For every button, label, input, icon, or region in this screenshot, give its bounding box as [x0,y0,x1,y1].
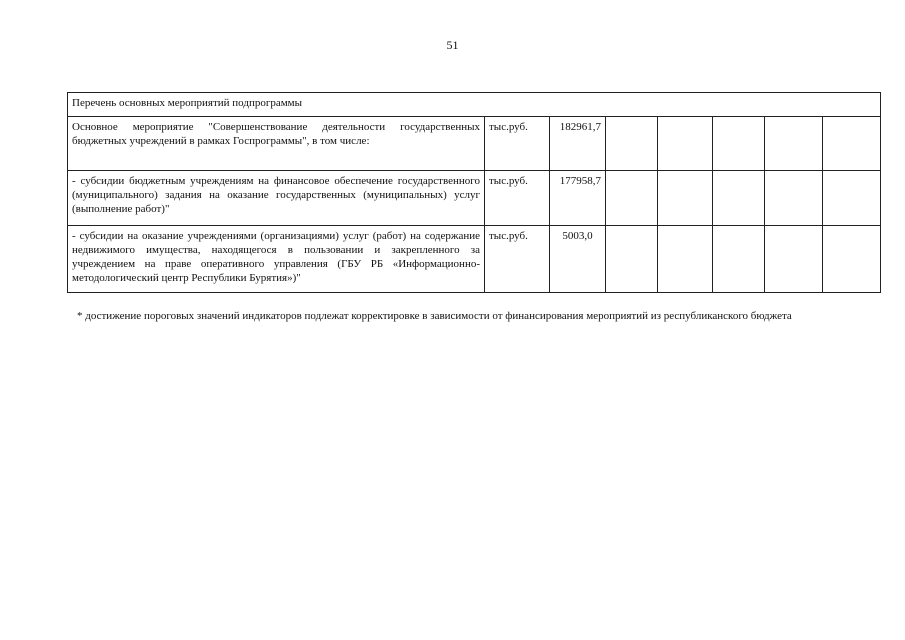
table-header: Перечень основных мероприятий подпрограммы [68,93,881,117]
row-description: - субсидии на оказание учреждениями (организациями) услуг (работ) на содержание недвижимого имущества, находящегося в пользовании и закрепленного за учреждением на праве оперативного управления (ГБУ РБ «Информационно-методологический центр Республики Бурятия»)" [68,226,485,293]
empty-cell [765,171,823,226]
empty-cell [606,171,658,226]
table-header-row [68,93,881,117]
row-unit: тыс.руб. [485,117,550,171]
row-value: 182961,7 [550,117,606,171]
table-row [68,226,881,293]
row-unit: тыс.руб. [485,226,550,293]
empty-cell [606,226,658,293]
row-description: - субсидии бюджетным учреждениям на финансовое обеспечение государственного (муниципального) задания на оказание государственных (муниципальных) услуг (выполнение работ)" [68,171,485,226]
footnote-text: * достижение пороговых значений индикаторов подлежат корректировке в зависимости от финансирования мероприятий из республиканского бюджета [77,310,792,322]
empty-cell [658,171,713,226]
table-row [68,117,881,171]
empty-cell [765,226,823,293]
empty-cell [823,117,881,171]
row-unit: тыс.руб. [485,171,550,226]
page-number: 51 [446,38,459,52]
empty-cell [658,117,713,171]
row-value: 177958,7 [550,171,606,226]
empty-cell [606,117,658,171]
empty-cell [713,117,765,171]
row-description: Основное мероприятие "Совершенствование деятельности государственных бюджетных учреждений в рамках Госпрограммы", в том числе: [68,117,485,171]
empty-cell [765,117,823,171]
empty-cell [658,226,713,293]
empty-cell [823,226,881,293]
activities-table [67,92,881,293]
empty-cell [823,171,881,226]
empty-cell [713,171,765,226]
empty-cell [713,226,765,293]
row-value: 5003,0 [550,226,606,293]
footnote [67,309,830,324]
table-row [68,171,881,226]
